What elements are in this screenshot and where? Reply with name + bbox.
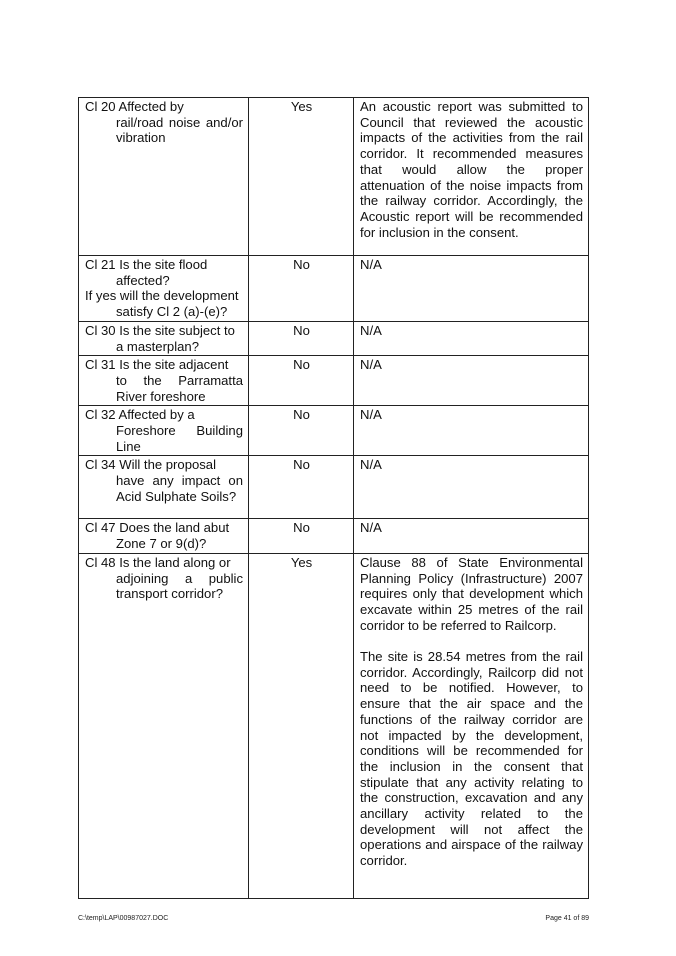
clause-cell <box>79 553 249 898</box>
table-row <box>79 406 589 456</box>
compliance-table <box>78 97 589 899</box>
answer-cell: No <box>249 321 354 355</box>
table-row <box>79 256 589 322</box>
table-row <box>79 356 589 406</box>
table-row <box>79 98 589 256</box>
comment-paragraph: N/A <box>360 520 382 536</box>
clause-heading: Cl 34 Will the proposal <box>85 457 216 473</box>
comment-cell <box>354 98 589 256</box>
comment-cell <box>354 406 589 456</box>
clause-heading: Cl 21 Is the site flood <box>85 257 208 272</box>
clause-heading: Cl 30 Is the site subject to <box>85 322 235 338</box>
clause-heading: Cl 31 Is the site adjacent <box>85 357 229 373</box>
comment-paragraph: The site is 28.54 metres from the rail corridor. Accordingly, Railcorp did not need to be notified. However, to ensure that the air space and the functions of the railway corridor are not impacted by the development, conditions will be recommended for the inclusion in the consent that stipulate that any activity relating to the construction, excavation and any ancillary activity related to the development will not affect the operations and airspace of the railway corridor. <box>360 649 583 869</box>
answer-cell: No <box>249 256 354 322</box>
clause-heading: Cl 48 Is the land along or <box>85 554 231 570</box>
clause-cell <box>79 406 249 456</box>
comment-paragraph: N/A <box>360 322 382 338</box>
clause-cell <box>79 98 249 256</box>
footer-page-number: Page 41 of 89 <box>545 915 589 922</box>
comment-cell <box>354 256 589 322</box>
table-row <box>79 519 589 553</box>
clause-cell <box>79 321 249 355</box>
clause-cell <box>79 356 249 406</box>
clause-text: adjoining a public transport corridor? <box>116 570 243 602</box>
comment-paragraph: N/A <box>360 357 382 373</box>
comment-cell <box>354 356 589 406</box>
clause-cell <box>79 256 249 322</box>
answer-cell: Yes <box>249 553 354 898</box>
comment-paragraph: Clause 88 of State Environmental Planning Policy (Infrastructure) 2007 requires only that development which excavate within 25 metres of the rail corridor to be referred to Railcorp. <box>360 554 583 633</box>
table-row <box>79 321 589 355</box>
answer-cell: No <box>249 456 354 519</box>
clause-cell <box>79 456 249 519</box>
comment-paragraph: N/A <box>360 407 382 423</box>
answer-cell: No <box>249 406 354 456</box>
clause-text: affected? <box>116 272 170 288</box>
clause-heading: Cl 47 Does the land abut <box>85 520 230 536</box>
comment-paragraph: N/A <box>360 457 382 473</box>
clause-text: Foreshore Building Line <box>116 423 243 454</box>
clause-text: a masterplan? <box>116 338 199 354</box>
clause-heading: Cl 32 Affected by a <box>85 407 195 423</box>
clause-text: have any impact on Acid Sulphate Soils? <box>116 473 243 504</box>
comment-paragraph: N/A <box>360 257 382 272</box>
clause-text: Zone 7 or 9(d)? <box>116 536 207 552</box>
footer-file-path: C:\temp\LAP\00987027.DOC <box>78 915 169 922</box>
clause-text: rail/road noise and/or vibration <box>116 114 243 146</box>
clause-subquestion-text: satisfy Cl 2 (a)-(e)? <box>116 304 228 320</box>
answer-cell: No <box>249 356 354 406</box>
comment-cell <box>354 519 589 553</box>
table-row <box>79 456 589 519</box>
table-row <box>79 553 589 898</box>
comment-cell <box>354 456 589 519</box>
clause-heading: Cl 20 Affected by <box>85 99 184 114</box>
comment-cell <box>354 553 589 898</box>
comment-paragraph: An acoustic report was submitted to Council that reviewed the acoustic impacts of the activities from the rail corridor. It recommended measures that would allow the proper attenuation of the noise impacts from the railway corridor. Accordingly, the Acoustic report will be recommended for inclusion in the consent. <box>360 99 583 240</box>
answer-cell: Yes <box>249 98 354 256</box>
clause-subquestion: If yes will the development <box>85 288 239 304</box>
clause-text: to the Parramatta River foreshore <box>116 372 243 404</box>
clause-cell <box>79 519 249 553</box>
answer-cell: No <box>249 519 354 553</box>
comment-cell <box>354 321 589 355</box>
